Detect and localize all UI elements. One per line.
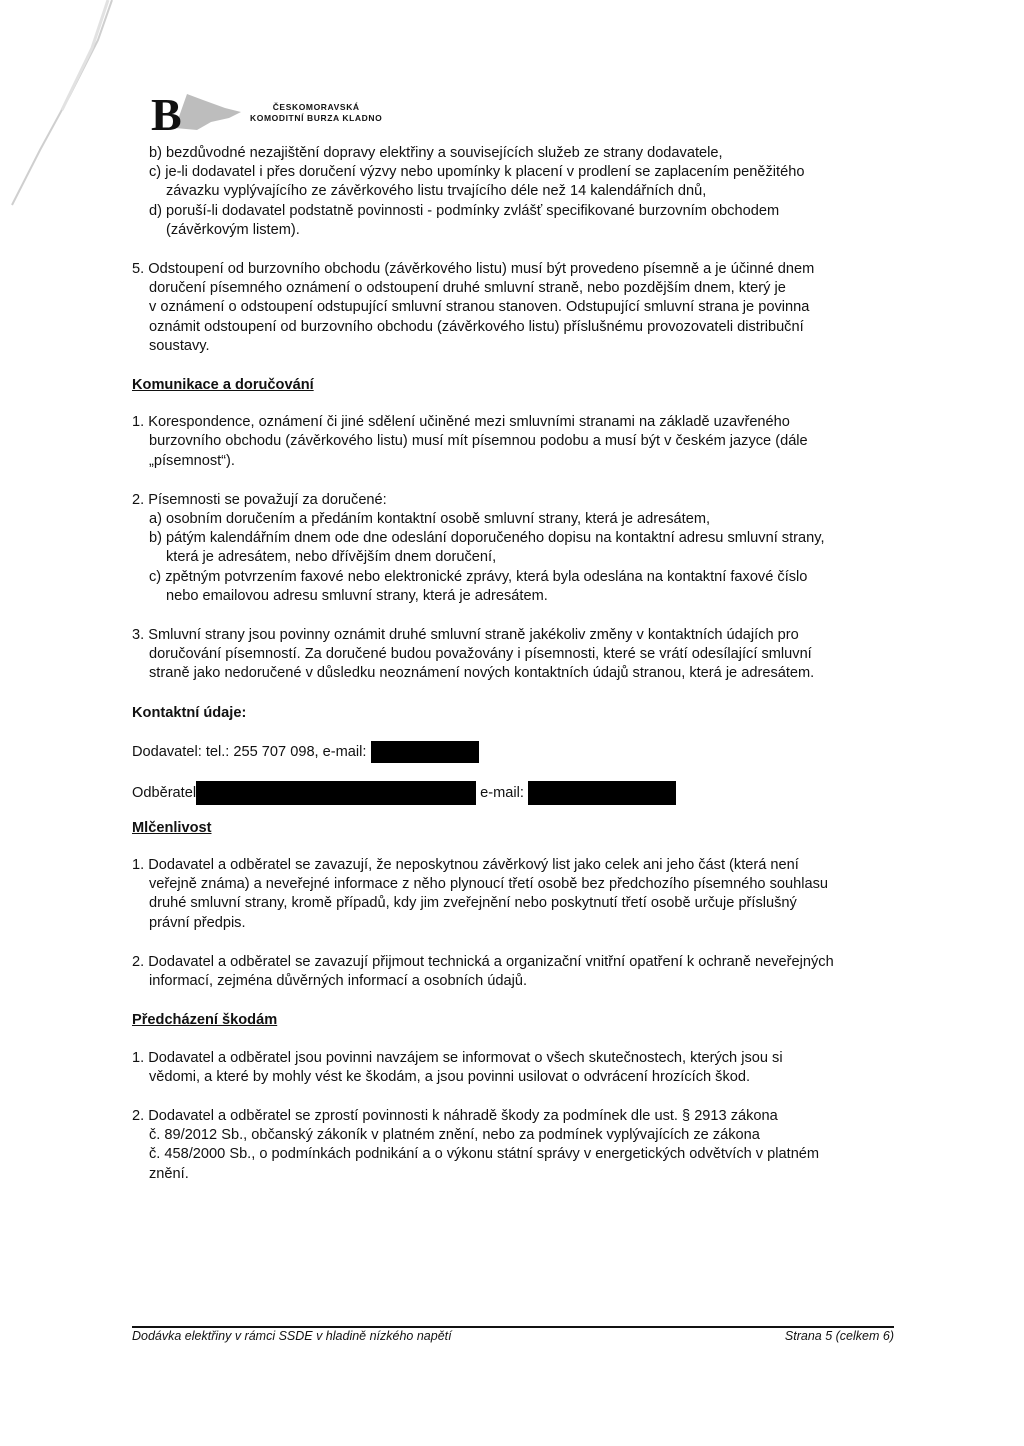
page-footer — [132, 1326, 894, 1343]
text-line: právní předpis. — [149, 914, 246, 931]
text-line: druhé smluvní strany, kromě případů, kdy jim zveřejnění nebo poskytnutí třetí osobě určuje příslušný — [149, 895, 797, 912]
text-line: burzovního obchodu (závěrkového listu) musí mít písemnou podobu a musí být v českém jazyce (dále — [149, 433, 808, 450]
exchange-logo — [145, 88, 405, 136]
text-line: b) bezdůvodné nezajištění dopravy elektřiny a souvisejících služeb ze strany dodavatele, — [149, 145, 723, 161]
text-line: č. 458/2000 Sb., o podmínkách podnikání a o výkonu státní správy v energetických odvětvích v platném — [149, 1146, 820, 1163]
text-line: (závěrkovým listem). — [166, 221, 300, 238]
document-body — [132, 144, 902, 1184]
text-line: 3. Smluvní strany jsou povinny oznámit druhé smluvní straně jakékoliv změny v kontaktních údajích pro — [132, 627, 799, 644]
text-line: závazku vyplývajícího ze závěrkového listu trvajícího déle než 14 kalendářních dnů, — [166, 183, 707, 200]
scan-shadow — [0, 0, 140, 220]
customer-email-label: e-mail: — [480, 784, 524, 801]
text-line: c) zpětným potvrzením faxové nebo elektronické zprávy, která byla odeslána na kontaktní faxové číslo — [149, 568, 808, 585]
text-line: 2. Dodavatel a odběratel se zprostí povinnosti k náhradě škody za podmínek dle ust. § 2913 zákona — [132, 1107, 778, 1124]
page-number: Strana 5 (celkem 6) — [784, 1329, 894, 1343]
logo-letter: B — [151, 89, 182, 136]
text-line: straně jako nedoručené v důsledku neoznámení nových kontaktních údajů stranou, která je adresátem. — [149, 665, 815, 682]
supplier-contact-text: Dodavatel: tel.: 255 707 098, e-mail: — [132, 743, 367, 760]
redaction-block — [196, 781, 476, 805]
logo-caption — [250, 102, 382, 124]
text-line: c) je-li dodavatel i přes doručení výzvy nebo upomínky k placení v prodlení se zaplacením peněžitého — [149, 164, 805, 181]
text-line: veřejně známa) a neveřejné informace z něho plynoucí třetí osobě bez předchozího písemného souhlasu — [149, 876, 829, 893]
redaction-block — [371, 741, 479, 763]
logo-line-2: KOMODITNÍ BURZA KLADNO — [250, 113, 383, 123]
text-line: d) poruší-li dodavatel podstatně povinnosti - podmínky zvlášť specifikované burzovním obchodem — [149, 202, 780, 219]
text-line: která je adresátem, nebo dřívějším dnem doručení, — [166, 549, 497, 566]
customer-label: Odběratel — [132, 784, 197, 801]
text-line: oznámit odstoupení od burzovního obchodu (závěrkového listu) příslušnému provozovateli distribuční — [149, 318, 804, 335]
text-line: 1. Dodavatel a odběratel se zavazují, že neposkytnou závěrkový list jako celek ani jeho část (která není — [132, 857, 799, 874]
customer-contact — [132, 781, 902, 805]
text-line: 1. Korespondence, oznámení či jiné sdělení učiněné mezi smluvními stranami na základě uzavřeného — [132, 414, 790, 431]
supplier-contact — [132, 741, 902, 763]
logo-mark-icon — [145, 88, 245, 136]
text-line: 2. Dodavatel a odběratel se zavazují přijmout technická a organizační vnitřní opatření k ochraně neveřejných — [132, 953, 834, 970]
text-line: doručování písemností. Za doručené budou považovány i písemnosti, které se vrátí odesílající smluvní — [149, 646, 812, 663]
redaction-block — [528, 781, 676, 805]
text-line: 1. Dodavatel a odběratel jsou povinni navzájem se informovat o všech skutečnostech, kterých jsou si — [132, 1049, 783, 1066]
logo-line-1: ČESKOMORAVSKÁ — [272, 102, 360, 112]
text-line: č. 89/2012 Sb., občanský zákoník v platném znění, nebo za podmínek vyplývajících ze zákona — [149, 1127, 760, 1144]
section-heading-predchazeni: Předcházení škodám — [132, 1012, 278, 1029]
text-line: 2. Písemnosti se považují za doručené: — [132, 491, 387, 508]
text-line: soustavy. — [149, 337, 210, 354]
text-line: informací, zejména důvěrných informací a osobních údajů. — [149, 973, 528, 990]
text-line: b) pátým kalendářním dnem ode dne odeslání doporučeného dopisu na kontaktní adresu smluvní strany, — [149, 530, 825, 547]
text-line: znění. — [149, 1165, 189, 1182]
text-line: „písemnost“). — [149, 452, 235, 469]
contact-heading: Kontaktní údaje: — [132, 704, 247, 721]
text-line: doručení písemného oznámení o odstoupení druhé smluvní straně, nebo pozdějším dnem, který je — [149, 280, 786, 297]
section-heading-mlcenlivost: Mlčenlivost — [132, 819, 212, 836]
text-line: vědomi, a které by mohly vést ke škodám, a jsou povinni usilovat o odvrácení hrozících škod. — [149, 1068, 751, 1085]
text-line: v oznámení o odstoupení odstupující smluvní stranou stanoven. Odstupující smluvní strana je povinna — [149, 299, 810, 316]
section-heading-komunikace: Komunikace a doručování — [132, 377, 314, 394]
footer-title: Dodávka elektřiny v rámci SSDE v hladině nízkého napětí — [132, 1329, 452, 1343]
text-line: nebo emailovou adresu smluvní strany, která je adresátem. — [166, 587, 548, 604]
text-line: a) osobním doručením a předáním kontaktní osobě smluvní strany, která je adresátem, — [149, 511, 711, 528]
text-line: 5. Odstoupení od burzovního obchodu (závěrkového listu) musí být provedeno písemně a je účinné dnem — [132, 261, 815, 278]
